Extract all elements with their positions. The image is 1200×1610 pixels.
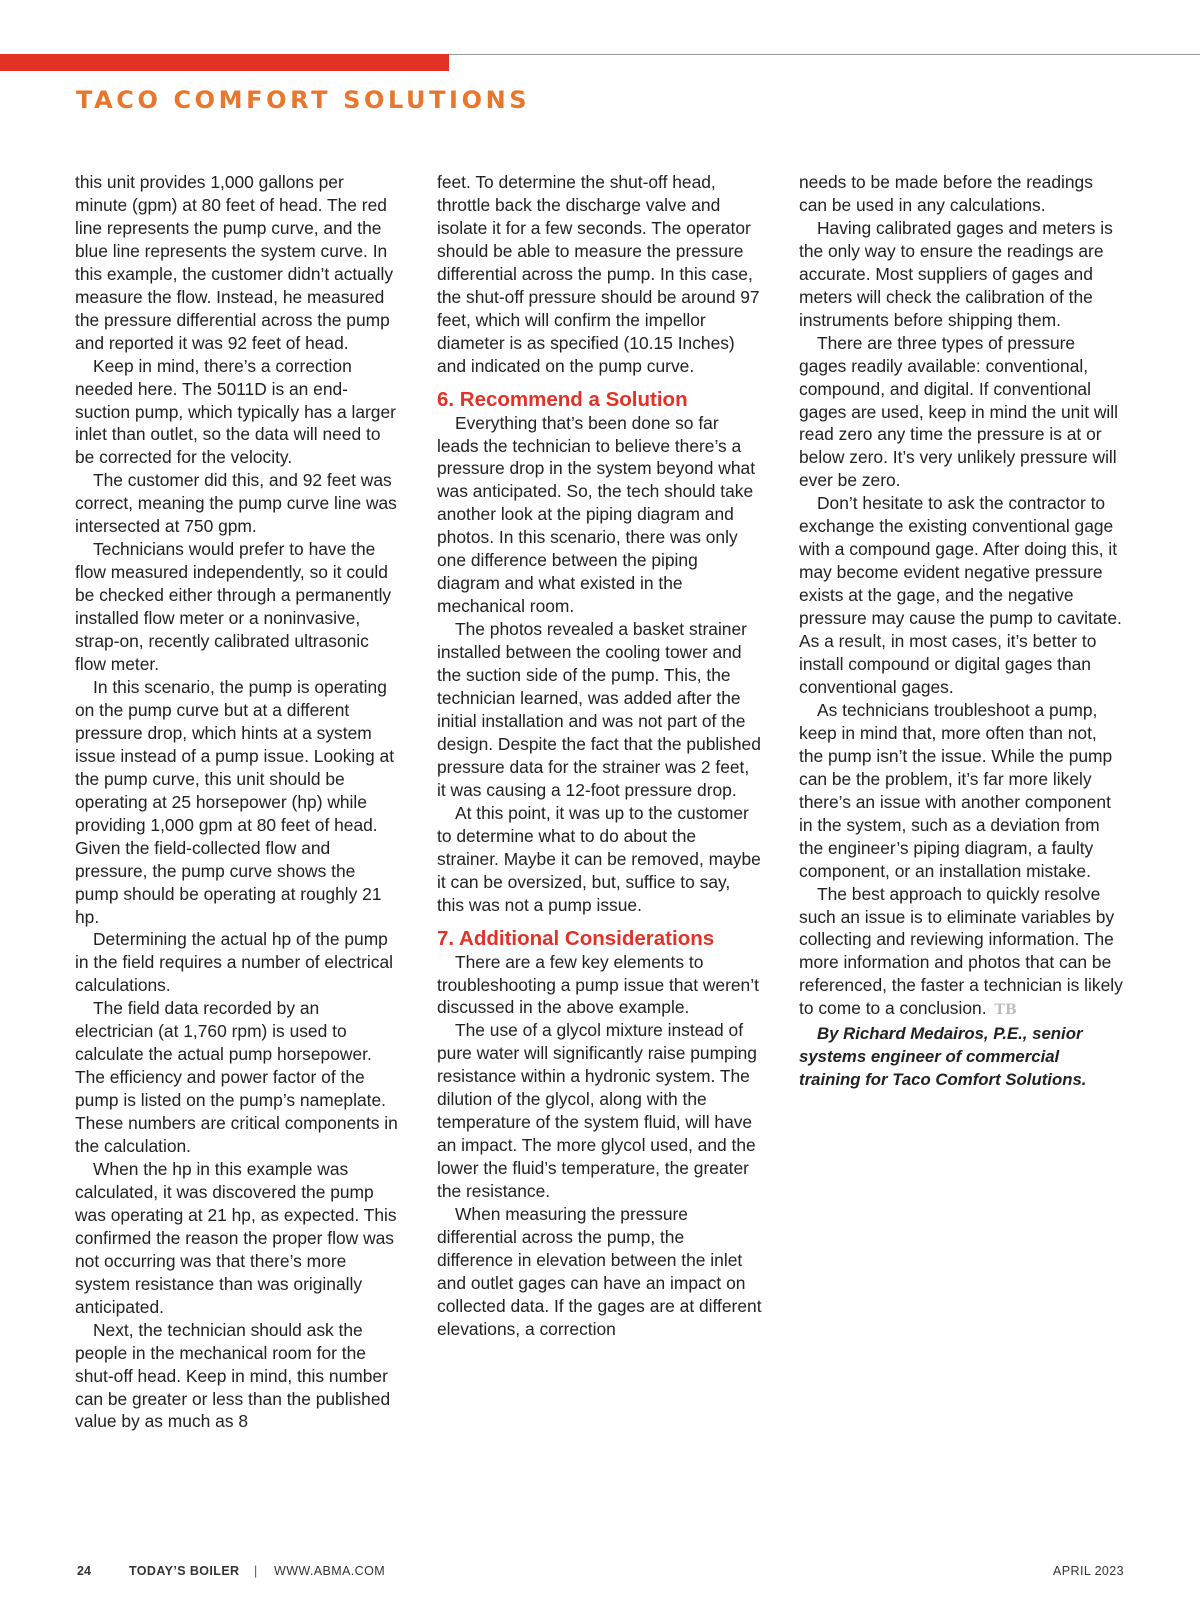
paragraph: this unit provides 1,000 gallons per minute (gpm) at 80 feet of head. The red line represents the pump curve, and the blue line represents the system curve. In this example, the customer didn’t actually measure the flow. Instead, he measured the pressure differential across the pump and reported it was 92 feet of head. [75, 172, 394, 353]
paragraph: There are a few key elements to troubleshooting a pump issue that weren’t discussed in the above example. [437, 951, 759, 1018]
paragraph-text: The best approach to quickly resolve such an issue is to eliminate variables by collecting and reviewing information. The more information and photos that can be referenced, the faster a technician is likely to come to a conclusion. [799, 883, 1123, 1019]
publication-name: TODAY’S BOILER [129, 1564, 240, 1578]
paragraph: Next, the technician should ask the people in the mechanical room for the shut-off head. Keep in mind, this number can be greater or less than the published value by as much as 8 [75, 1319, 391, 1432]
column-2 [437, 171, 762, 1341]
paragraph: Technicians would prefer to have the flow measured independently, so it could be checked either through a permanently installed flow meter or a noninvasive, strap-on, recently calibrated ultrasonic flow meter. [75, 539, 392, 675]
paragraph: As technicians troubleshoot a pump, keep in mind that, more often than not, the pump isn’t the issue. While the pump can be the problem, it’s far more likely there’s an issue with another component in the system, such as a deviation from the engineer’s piping diagram, a faulty component, or an installation mistake. [799, 699, 1113, 881]
website-link[interactable]: WWW.ABMA.COM [274, 1564, 386, 1578]
paragraph: The customer did this, and 92 feet was correct, meaning the pump curve line was intersected at 750 gpm. [75, 470, 397, 537]
paragraph: When measuring the pressure differential across the pump, the difference in elevation between the inlet and outlet gages can have an impact on collected data. If the gages are at different elevations, a correction [437, 1204, 762, 1339]
page-footer [77, 1561, 1124, 1581]
paragraph: The use of a glycol mixture instead of pure water will significantly raise pumping resistance within a hydronic system. The dilution of the glycol, along with the temperature of the system fluid, will have an impact. The more glycol used, and the lower the fluid’s temperature, the greater the resistance. [437, 1020, 757, 1202]
paragraph: Keep in mind, there’s a correction needed here. The 5011D is an end-suction pump, which typically has a larger inlet than outlet, so the data will need to be corrected for the velocity. [75, 355, 396, 468]
header-red-bar [0, 54, 449, 71]
paragraph: Having calibrated gages and meters is the only way to ensure the readings are accurate. Most suppliers of gages and meters will check the calibration of the instruments before shipping them. [799, 217, 1113, 330]
paragraph: Everything that’s been done so far leads the technician to believe there’s a pressure drop in the system beyond what was anticipated. So, the tech should take another look at the piping diagram and photos. In this scenario, there was only one difference between the piping diagram and what existed in the mechanical room. [437, 412, 756, 617]
page-number: 24 [77, 1564, 91, 1578]
paragraph: Don’t hesitate to ask the contractor to exchange the existing conventional gage with a compound gage. After doing this, it may become evident negative pressure exists at the gage, and the negative pressure may cause the pump to cavitate. As a result, in most cases, it’s better to install compound or digital gages than conventional gages. [799, 493, 1122, 697]
author-byline: By Richard Medairos, P.E., senior systems engineer of commercial training for Taco Comfort Solutions. [799, 1024, 1087, 1090]
paragraph: The photos revealed a basket strainer installed between the cooling tower and the suction side of the pump. This, the technician learned, was added after the initial installation and was not part of the design. Despite the fact that the published pressure data for the strainer was 2 feet, it was causing a 12-foot pressure drop. [437, 619, 761, 800]
paragraph: feet. To determine the shut-off head, throttle back the discharge valve and isolate it for a few seconds. The operator should be able to measure the pressure differential across the pump. In this case, the shut-off pressure should be around 97 feet, which will confirm the impellor diameter is as specified (10.15 Inches) and indicated on the pump curve. [437, 172, 760, 376]
subheading-recommend-solution: 6. Recommend a Solution [437, 387, 688, 411]
paragraph: The field data recorded by an electrician (at 1,760 rpm) is used to calculate the actual pump horsepower. The efficiency and power factor of the pump is listed on the pump’s nameplate. These numbers are critical components in the calculation. [75, 998, 398, 1157]
paragraph-final [799, 883, 1124, 1023]
paragraph: At this point, it was up to the customer to determine what to do about the strainer. Maybe it can be removed, maybe it can be oversized, but, suffice to say, this was not a pump issue. [437, 802, 761, 915]
section-label: TACO COMFORT SOLUTIONS [76, 86, 531, 114]
paragraph: needs to be made before the readings can be used in any calculations. [799, 172, 1093, 215]
column-3 [799, 171, 1124, 1091]
header-rule [449, 54, 1200, 55]
footer-separator: | [254, 1564, 258, 1578]
paragraph: In this scenario, the pump is operating on the pump curve but at a different pressure drop, which hints at a system issue instead of a pump issue. Looking at the pump curve, this unit should be operating at 25 horsepower (hp) while providing 1,000 gpm at 80 feet of head. Given the field-collected flow and pressure, the pump curve shows the pump should be operating at roughly 21 hp. [75, 676, 395, 927]
end-mark: TB [994, 1002, 1017, 1019]
paragraph: Determining the actual hp of the pump in the field requires a number of electrical calculations. [75, 929, 394, 996]
issue-date: APRIL 2023 [1053, 1564, 1124, 1578]
paragraph: When the hp in this example was calculated, it was discovered the pump was operating at 21 hp, as expected. This confirmed the reason the proper flow was not occurring was that there’s more system resistance than was originally anticipated. [75, 1158, 397, 1317]
column-1 [75, 171, 400, 1433]
subheading-additional-considerations: 7. Additional Considerations [437, 926, 715, 950]
paragraph: There are three types of pressure gages readily available: conventional, compound, and digital. If conventional gages are used, keep in mind the unit will read zero any time the pressure is at or below zero. It’s very unlikely pressure will ever be zero. [799, 332, 1119, 491]
